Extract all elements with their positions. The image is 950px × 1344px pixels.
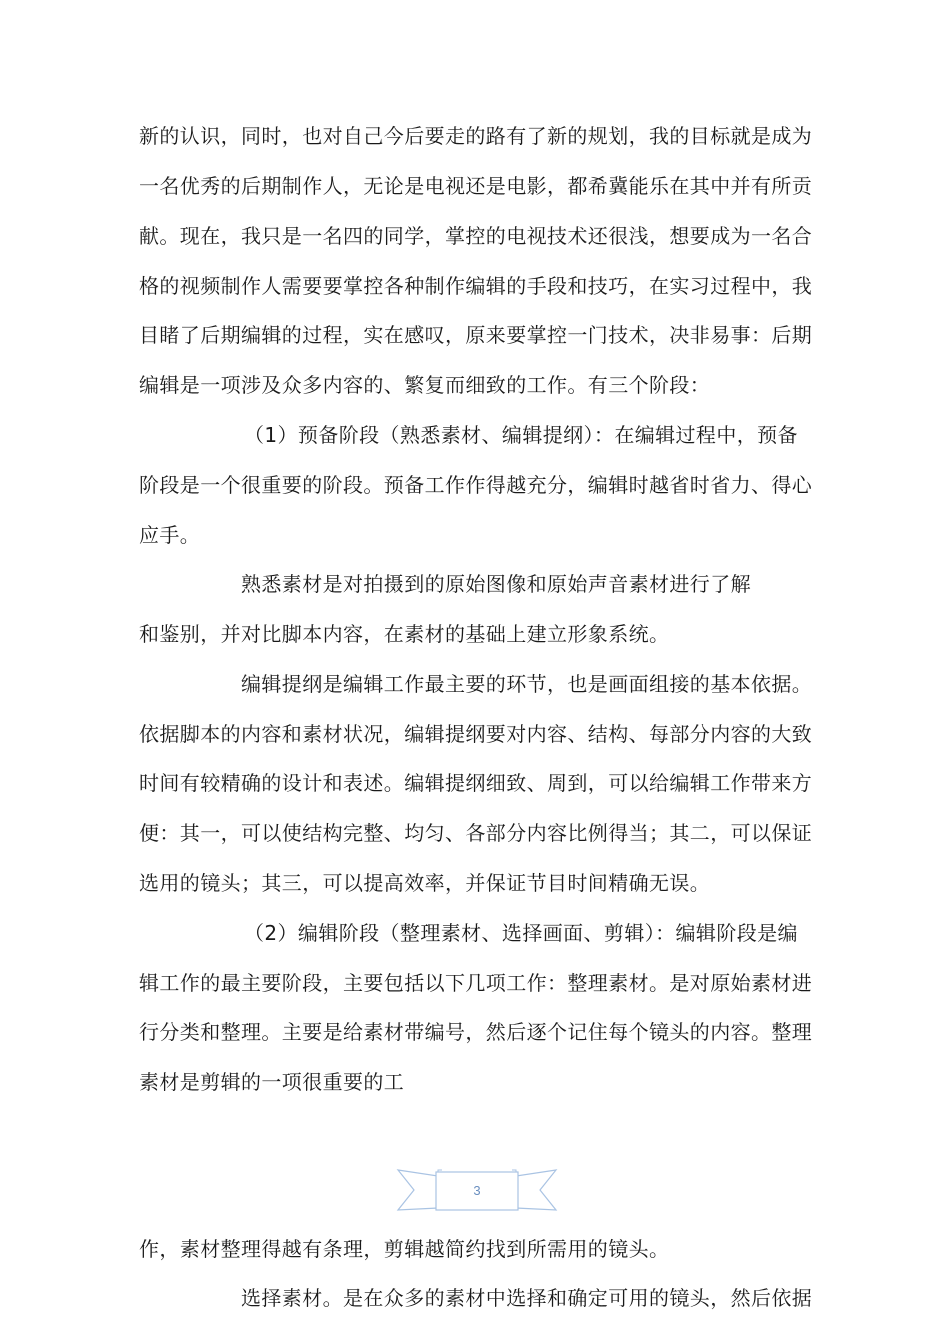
text-line: 便：其一，可以使结构完整、均匀、各部分内容比例得当；其二，可以保证 [139,821,813,845]
paragraph-start-line: 熟悉素材是对拍摄到的原始图像和原始声音素材进行了解 [241,572,751,596]
text-line: 时间有较精确的设计和表述。编辑提纲细致、周到，可以给编辑工作带来方 [139,771,813,795]
page-number-ribbon [396,1166,558,1216]
paragraph-start-line: 选择素材。是在众多的素材中选择和确定可用的镜头，然后依据 [241,1286,813,1310]
text-line: 依据脚本的内容和素材状况，编辑提纲要对内容、结构、每部分内容的大致 [139,722,813,746]
text-line: 阶段是一个很重要的阶段。预备工作作得越充分，编辑时越省时省力、得心 [139,473,813,497]
text-line: 献。现在，我只是一名四的同学，掌控的电视技术还很浅，想要成为一名合 [139,224,813,248]
text-line: 作，素材整理得越有条理，剪辑越简约找到所需用的镜头。 [139,1237,670,1261]
text-line: 编辑是一项涉及众多内容的、繁复而细致的工作。有三个阶段： [139,373,711,397]
text-line: 选用的镜头；其三，可以提高效率，并保证节目时间精确无误。 [139,871,711,895]
paragraph-start-line: 编辑提纲是编辑工作最主要的环节，也是画面组接的基本依据。 [241,672,813,696]
text-line: 应手。 [139,523,201,547]
text-line: 格的视频制作人需要要掌控各种制作编辑的手段和技巧，在实习过程中，我 [139,274,813,298]
text-line: 和鉴别，并对比脚本内容，在素材的基础上建立形象系统。 [139,622,670,646]
text-line: 新的认识，同时，也对自己今后要走的路有了新的规划，我的目标就是成为 [139,124,813,148]
page-number: 3 [473,1183,481,1198]
section-heading-line: （1）预备阶段（熟悉素材、编辑提纲）：在编辑过程中，预备 [244,423,798,447]
text-line: 行分类和整理。主要是给素材带编号，然后逐个记住每个镜头的内容。整理 [139,1020,813,1044]
text-line: 素材是剪辑的一项很重要的工 [139,1070,405,1094]
text-line: 辑工作的最主要阶段，主要包括以下几项工作：整理素材。是对原始素材进 [139,971,813,995]
text-line: 目睹了后期编辑的过程，实在感叹，原来要掌控一门技术，决非易事：后期 [139,323,813,347]
text-line: 一名优秀的后期制作人，无论是电视还是电影，都希冀能乐在其中并有所贡 [139,174,813,198]
section-heading-line: （2）编辑阶段（整理素材、选择画面、剪辑）：编辑阶段是编 [244,921,798,945]
